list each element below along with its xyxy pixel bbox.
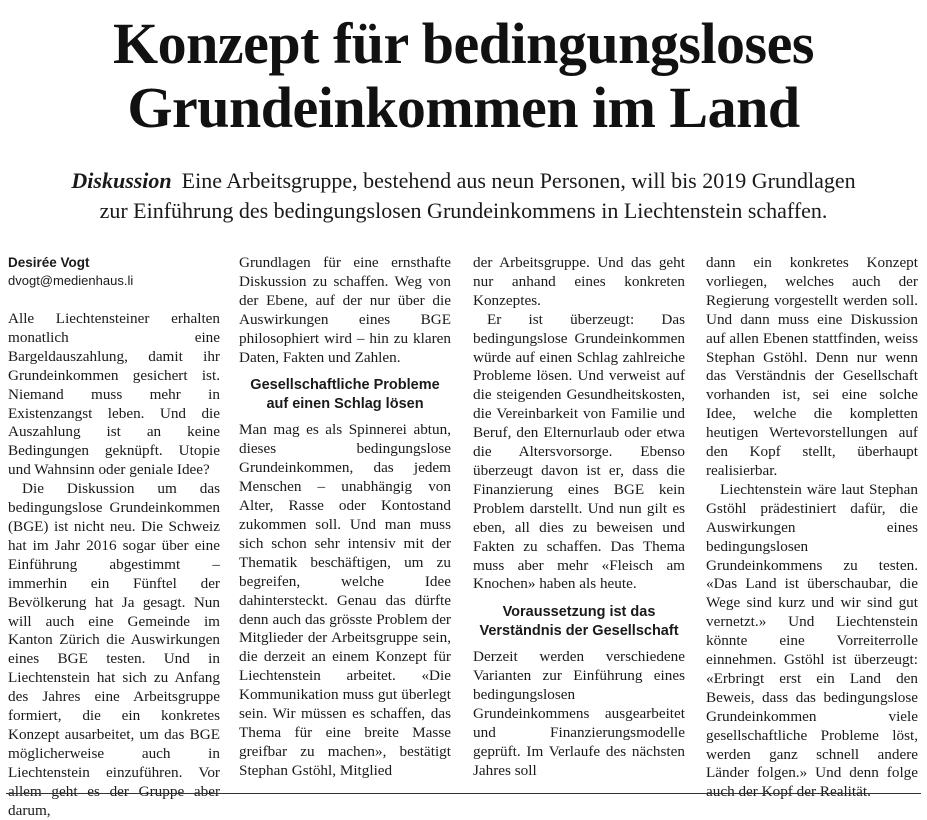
article-column-4: [706, 254, 918, 802]
body-paragraph: Liechtenstein wäre laut Stephan Gstöhl prädestiniert dafür, die Auswirkungen eines bedingungslosen Grundeinkommens zu testen. «Das Land ist überschaubar, die Wege sind kurz und wir sind gut vernetzt.» Und Liechtenstein könnte eine Vorreiterrolle einnehmen. Gstöhl ist überzeugt: «Erbringt erst ein Land den Beweis, dass das bedingungslose Grundeinkommen viele gesellschaftliche Probleme löst, werden ganz schnell andere Länder folgen.» Und denn folge auch der Kopf der Realität.: [706, 480, 918, 801]
body-paragraph: der Arbeitsgruppe. Und das geht nur anhand eines konkreten Konzeptes.: [473, 254, 685, 309]
body-paragraph: Man mag es als Spinnerei abtun, dieses bedingungslose Grundeinkommen, das jedem Menschen – unabhängig von Alter, Rasse oder Kontostand zukommen soll. Und man muss sich schon sehr intensiv mit der Thematik beschäftigen, um zu begreifen, welche Idee dahintersteckt. Genau das dürfte denn auch das grösste Problem der Mitglieder der Arbeitsgruppe sein, die derzeit an einem Konzept für Liechtenstein arbeitet. «Die Kommunikation muss gut überlegt sein. Wir müssen es schaffen, das Thema für eine breite Masse greifbar zu machen», bestätigt Stephan Gstöhl, Mitglied: [239, 421, 451, 779]
article-column-1: [8, 254, 220, 820]
byline-author: Desirée Vogt: [8, 255, 90, 270]
section-subheading: Gesellschaftliche Probleme auf einen Schlag lösen: [250, 377, 440, 412]
article-headline: [0, 12, 927, 140]
bottom-rule: [6, 793, 921, 794]
lead-line-2: zur Einführung des bedingungslosen Grundeinkommens in Liechtenstein schaffen.: [99, 198, 828, 223]
article-column-3: [473, 254, 685, 781]
headline-line-2: Grundeinkommen im Land: [127, 75, 800, 140]
lead-line-1: Eine Arbeitsgruppe, bestehend aus neun Personen, will bis 2019 Grundlagen: [181, 168, 856, 193]
body-paragraph: Grundlagen für eine ernsthafte Diskussion zu schaffen. Weg von der Ebene, auf der nur über die Auswirkungen eines BGE philosophiert wird – hin zu klaren Daten, Fakten und Zahlen.: [239, 254, 451, 366]
headline-line-1: Konzept für bedingungsloses: [113, 11, 814, 76]
body-paragraph: Alle Liechtensteiner erhalten monatlich eine Bargeldauszahlung, damit ihr Grundeinkommen gesichert ist. Niemand muss mehr in Existenzangst leben. Und die Auszahlung ist an keine Bedingungen geknüpft. Utopie und Wahnsinn oder geniale Idee?: [8, 310, 220, 479]
byline-email: dvogt@medienhaus.li: [8, 273, 134, 288]
lead-kicker: Diskussion: [71, 168, 172, 193]
body-paragraph: dann ein konkretes Konzept vorliegen, welches auch der Regierung vorgestellt werden soll. Und dann muss eine Diskussion auf allen Ebenen stattfinden, weiss Stephan Gstöhl. Denn nur wenn das Verständnis der Gesellschaft vorhanden ist, sei eine solche Idee, welche die kompletten heutigen Wertevorstellungen auf den Kopf stellt, überhaupt realisierbar.: [706, 254, 918, 479]
article-lead: [18, 166, 909, 226]
section-subheading: Voraussetzung ist das Verständnis der Gesellschaft: [479, 604, 679, 639]
body-paragraph: Er ist überzeugt: Das bedingungslose Grundeinkommen würde auf einen Schlag zahlreiche Probleme lösen. Und verweist auf die steigenden Gesundheitskosten, die Vereinbarkeit von Familie und Beruf, den Elternurlaub oder etwa die Altersvorsorge. Ebenso überzeugt davon ist er, dass die Finanzierung eines BGE kein Problem darstellt. Und nun gilt es eben, all dies zu beweisen und Fakten zu schaffen. Das Thema muss aber mehr «Fleisch am Knochen» haben als heute.: [473, 310, 685, 593]
body-paragraph: Die Diskussion um das bedingungslose Grundeinkommen (BGE) ist nicht neu. Die Schweiz hat im Jahr 2016 sogar über eine Einführung abgestimmt – immerhin ein Fünftel der Bevölkerung hat Ja gesagt. Nun will auch eine Gemeinde im Kanton Zürich die Auswirkungen eines BGE testen. Und in Liechtenstein hat sich zu Anfang des Jahres eine Arbeitsgruppe formiert, die ein konkretes Konzept ausarbeitet, um das BGE möglicherweise auch in Liechtenstein einzuführen. Vor allem geht es der Gruppe aber darum,: [8, 480, 220, 819]
body-paragraph: Derzeit werden verschiedene Varianten zur Einführung eines bedingungslosen Grundeinkommens ausgearbeitet und Finanzierungsmodelle geprüft. Im Verlaufe des nächsten Jahres soll: [473, 648, 685, 779]
article-column-2: [239, 254, 451, 781]
